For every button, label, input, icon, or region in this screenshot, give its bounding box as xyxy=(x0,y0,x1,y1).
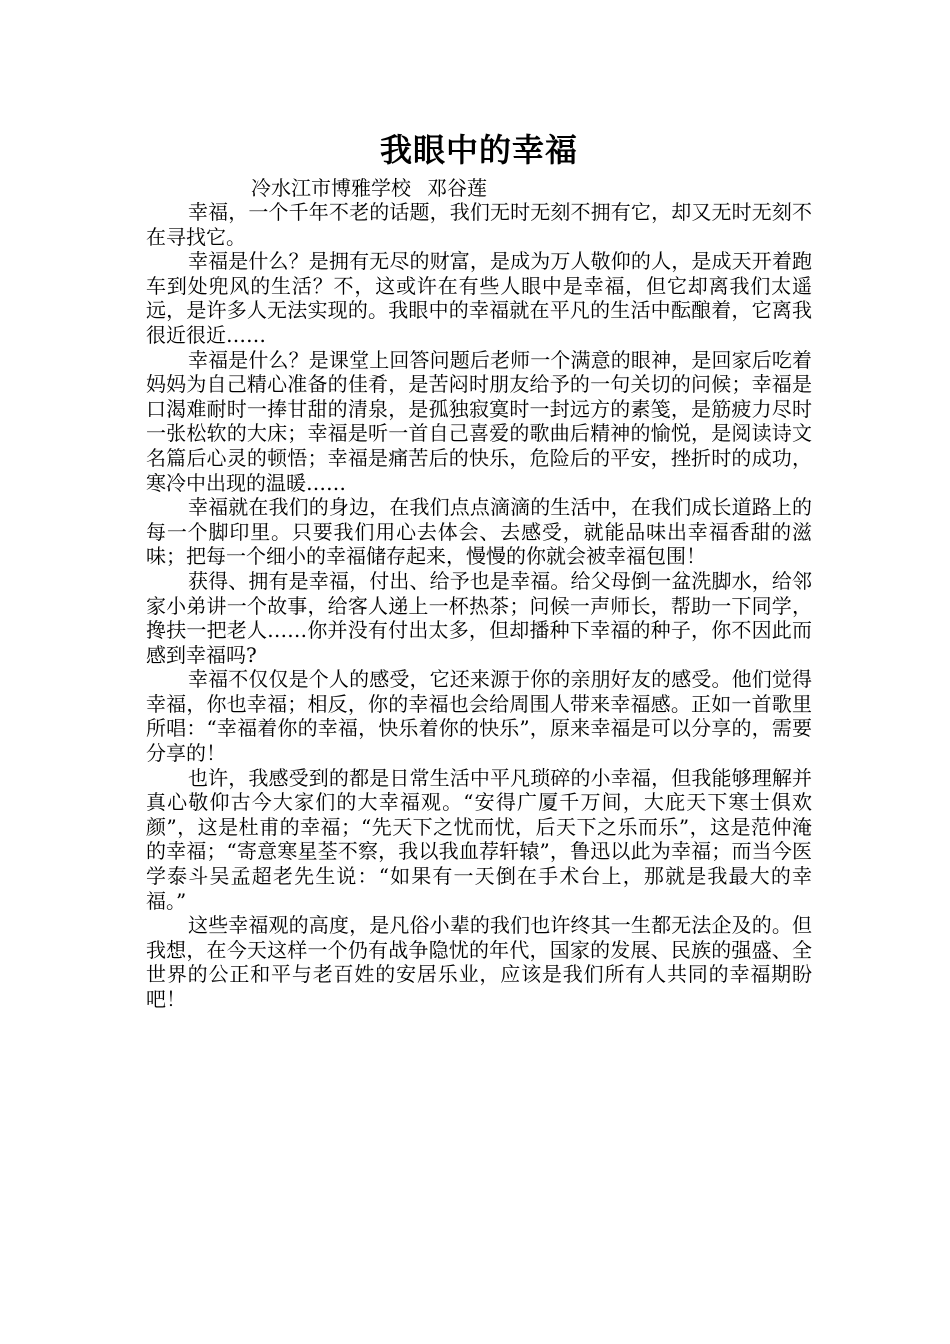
paragraph: 幸福不仅仅是个人的感受，它还来源于你的亲朋好友的感受。他们觉得幸福，你也幸福；相反，你的幸福也会给周围人带来幸福感。正如一首歌里所唱：“幸福着你的幸福，快乐着你的快乐”，原来幸福是可以分享的，需要分享的！ xyxy=(146,667,812,766)
author-name: 邓谷莲 xyxy=(427,176,487,200)
document-title: 我眼中的幸福 xyxy=(379,131,578,169)
paragraph: 幸福，一个千年不老的话题，我们无时无刻不拥有它，却又无时无刻不在寻找它。 xyxy=(146,200,812,249)
school-name: 冷水江市博雅学校 xyxy=(251,176,411,200)
paragraph: 获得、拥有是幸福，付出、给予也是幸福。给父母倒一盆洗脚水，给邻家小弟讲一个故事，给客人递上一杯热茶；问候一声师长，帮助一下同学，搀扶一把老人……你并没有付出太多，但却播种下幸福的种子，你不因此而感到幸福吗? xyxy=(146,568,812,667)
document-page xyxy=(146,124,812,1012)
paragraph: 这些幸福观的高度，是凡俗小辈的我们也许终其一生都无法企及的。但我想，在今天这样一个仍有战争隐忧的年代，国家的发展、民族的强盛、全世界的公正和平与老百姓的安居乐业，应该是我们所有人共同的幸福期盼吧！ xyxy=(146,913,812,1011)
paragraph: 幸福是什么？是拥有无尽的财富，是成为万人敬仰的人，是成天开着跑车到处兜风的生活？不，这或许在有些人眼中是幸福，但它却离我们太遥远，是许多人无法实现的。我眼中的幸福就在平凡的生活中酝酿着，它离我很近很近…… xyxy=(146,249,812,347)
paragraph: 幸福是什么？是课堂上回答问题后老师一个满意的眼神，是回家后吃着妈妈为自己精心准备的佳肴，是苦闷时朋友给予的一句关切的问候；幸福是口渴难耐时一捧甘甜的清泉，是孤独寂寞时一封远方的素笺，是筋疲力尽时一张松软的大床；幸福是听一首自己喜爱的歌曲后精神的愉悦，是阅读诗文名篇后心灵的顿悟；幸福是痛苦后的快乐，危险后的平安，挫折时的成功，寒冷中出现的温暖…… xyxy=(146,347,812,495)
byline xyxy=(146,176,812,200)
paragraph: 幸福就在我们的身边，在我们点点滴滴的生活中，在我们成长道路上的每一个脚印里。只要我们用心去体会、去感受，就能品味出幸福香甜的滋味；把每一个细小的幸福储存起来，慢慢的你就会被幸福包围！ xyxy=(146,495,812,569)
paragraph: 也许，我感受到的都是日常生活中平凡琐碎的小幸福，但我能够理解并真心敬仰古今大家们的大幸福观。“安得广厦千万间，大庇天下寒士俱欢颜”，这是杜甫的幸福；“先天下之忧而忧，后天下之乐而乐”，这是范仲淹的幸福；“寄意寒星荃不察，我以我血荐轩辕”，鲁迅以此为幸福；而当今医学泰斗吴孟超老先生说：“如果有一天倒在手术台上，那就是我最大的幸福。” xyxy=(146,765,812,913)
